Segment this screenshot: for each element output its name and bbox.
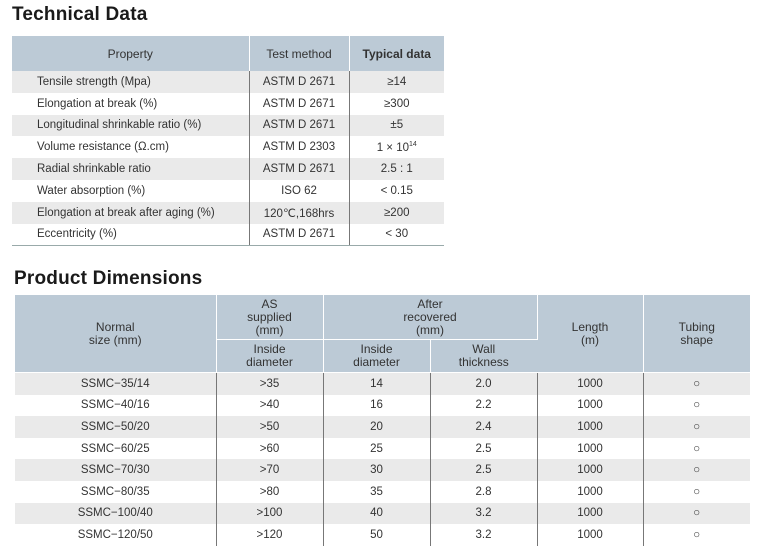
length-cell: 1000 (537, 524, 643, 546)
circle-shape-icon: ○ (643, 438, 750, 460)
length-cell: 1000 (537, 416, 643, 438)
test-method-cell: ISO 62 (249, 180, 349, 202)
inside-cell: 35 (323, 481, 430, 503)
property-cell: Longitudinal shrinkable ratio (%) (12, 115, 249, 137)
test-method-cell: ASTM D 2671 (249, 158, 349, 180)
test-method-cell: ASTM D 2303 (249, 136, 349, 158)
table-row (12, 224, 444, 246)
wall-cell: 2.5 (430, 459, 537, 481)
product-dimensions-title: Product Dimensions (14, 268, 203, 289)
table-row (15, 416, 750, 438)
supplied-cell: >50 (216, 416, 323, 438)
header-text: (m) (581, 332, 599, 347)
inside-cell: 40 (323, 503, 430, 525)
technical-data-title: Technical Data (12, 4, 148, 25)
header-supplied-inside-diameter (216, 340, 323, 373)
circle-shape-icon: ○ (643, 503, 750, 525)
header-text: (mm) (255, 322, 284, 337)
header-text: recovered (403, 309, 457, 324)
test-method-cell: ASTM D 2671 (249, 115, 349, 137)
table-row (12, 180, 444, 202)
header-text: size (mm) (88, 332, 142, 347)
inside-cell: 20 (323, 416, 430, 438)
inside-cell: 30 (323, 459, 430, 481)
length-cell: 1000 (537, 373, 643, 395)
typical-data-cell: 2.5 : 1 (349, 158, 444, 180)
table-row (12, 115, 444, 137)
supplied-cell: >60 (216, 438, 323, 460)
circle-shape-icon: ○ (643, 459, 750, 481)
supplied-cell: >120 (216, 524, 323, 546)
wall-cell: 3.2 (430, 503, 537, 525)
header-text: Inside (360, 342, 393, 356)
wall-cell: 2.0 (430, 373, 537, 395)
supplied-cell: >100 (216, 503, 323, 525)
size-cell: SSMC−80/35 (15, 481, 216, 503)
table-row (15, 395, 750, 417)
wall-cell: 2.2 (430, 395, 537, 417)
size-cell: SSMC−40/16 (15, 395, 216, 417)
table-row (15, 459, 750, 481)
typical-data-cell: ≥14 (349, 71, 444, 93)
header-typical-data: Typical data (349, 36, 444, 71)
header-test-method: Test method (249, 36, 349, 71)
wall-cell: 2.4 (430, 416, 537, 438)
header-text: Normal (95, 319, 135, 334)
property-cell: Tensile strength (Mpa) (12, 71, 249, 93)
header-wall-thickness (430, 340, 537, 373)
header-text: Wall (472, 342, 496, 356)
test-method-cell: ASTM D 2671 (249, 93, 349, 115)
table-row (15, 438, 750, 460)
size-cell: SSMC−100/40 (15, 503, 216, 525)
length-cell: 1000 (537, 395, 643, 417)
header-as-supplied (216, 295, 323, 340)
size-cell: SSMC−120/50 (15, 524, 216, 546)
typical-data-cell (349, 136, 444, 158)
property-cell: Elongation at break (%) (12, 93, 249, 115)
typical-data-cell: < 30 (349, 224, 444, 246)
length-cell: 1000 (537, 503, 643, 525)
table-row (15, 373, 750, 395)
supplied-cell: >40 (216, 395, 323, 417)
inside-cell: 50 (323, 524, 430, 546)
property-cell: Water absorption (%) (12, 180, 249, 202)
supplied-cell: >35 (216, 373, 323, 395)
circle-shape-icon: ○ (643, 481, 750, 503)
table-row (12, 93, 444, 115)
header-text: Length (571, 319, 609, 334)
size-cell: SSMC−50/20 (15, 416, 216, 438)
size-cell: SSMC−60/25 (15, 438, 216, 460)
circle-shape-icon: ○ (643, 524, 750, 546)
inside-cell: 25 (323, 438, 430, 460)
header-text: diameter (353, 355, 400, 369)
header-text: AS (261, 296, 278, 311)
header-text: supplied (247, 309, 292, 324)
header-after-recovered (323, 295, 537, 340)
size-cell: SSMC−35/14 (15, 373, 216, 395)
wall-cell: 2.8 (430, 481, 537, 503)
circle-shape-icon: ○ (643, 416, 750, 438)
header-property: Property (12, 36, 249, 71)
property-cell: Volume resistance (Ω.cm) (12, 136, 249, 158)
technical-data-table (12, 36, 444, 246)
typical-data-cell: ≥200 (349, 202, 444, 224)
circle-shape-icon: ○ (643, 373, 750, 395)
header-text: (mm) (416, 322, 444, 337)
table-row (15, 503, 750, 525)
typical-data-value: 1 × 10 (376, 141, 409, 154)
header-text: diameter (246, 355, 293, 369)
table-row (12, 136, 444, 158)
header-recovered-inside-diameter (323, 340, 430, 373)
inside-cell: 14 (323, 373, 430, 395)
typical-data-cell: < 0.15 (349, 180, 444, 202)
length-cell: 1000 (537, 481, 643, 503)
header-normal-size (15, 295, 216, 373)
header-text: Inside (253, 342, 286, 356)
inside-cell: 16 (323, 395, 430, 417)
property-cell: Eccentricity (%) (12, 224, 249, 246)
dimensions-header-row (15, 295, 750, 340)
header-text: thickness (458, 355, 509, 369)
table-row (15, 524, 750, 546)
size-cell: SSMC−70/30 (15, 459, 216, 481)
header-text: After (417, 296, 443, 311)
header-tubing-shape (643, 295, 750, 373)
typical-data-cell: ≥300 (349, 93, 444, 115)
table-row (12, 158, 444, 180)
header-text: Tubing (678, 319, 715, 334)
wall-cell: 3.2 (430, 524, 537, 546)
header-text: shape (680, 332, 714, 347)
length-cell: 1000 (537, 459, 643, 481)
test-method-cell: ASTM D 2671 (249, 71, 349, 93)
wall-cell: 2.5 (430, 438, 537, 460)
property-cell: Radial shrinkable ratio (12, 158, 249, 180)
test-method-cell: ASTM D 2671 (249, 224, 349, 246)
table-row (12, 71, 444, 93)
table-row (15, 481, 750, 503)
typical-data-cell: ±5 (349, 115, 444, 137)
supplied-cell: >70 (216, 459, 323, 481)
typical-data-exponent: 14 (409, 140, 417, 148)
product-dimensions-table (15, 295, 750, 546)
length-cell: 1000 (537, 438, 643, 460)
test-method-cell: 120℃,168hrs (249, 202, 349, 224)
technical-header-row (12, 36, 444, 71)
supplied-cell: >80 (216, 481, 323, 503)
circle-shape-icon: ○ (643, 395, 750, 417)
header-length (537, 295, 643, 373)
property-cell: Elongation at break after aging (%) (12, 202, 249, 224)
table-row (12, 202, 444, 224)
